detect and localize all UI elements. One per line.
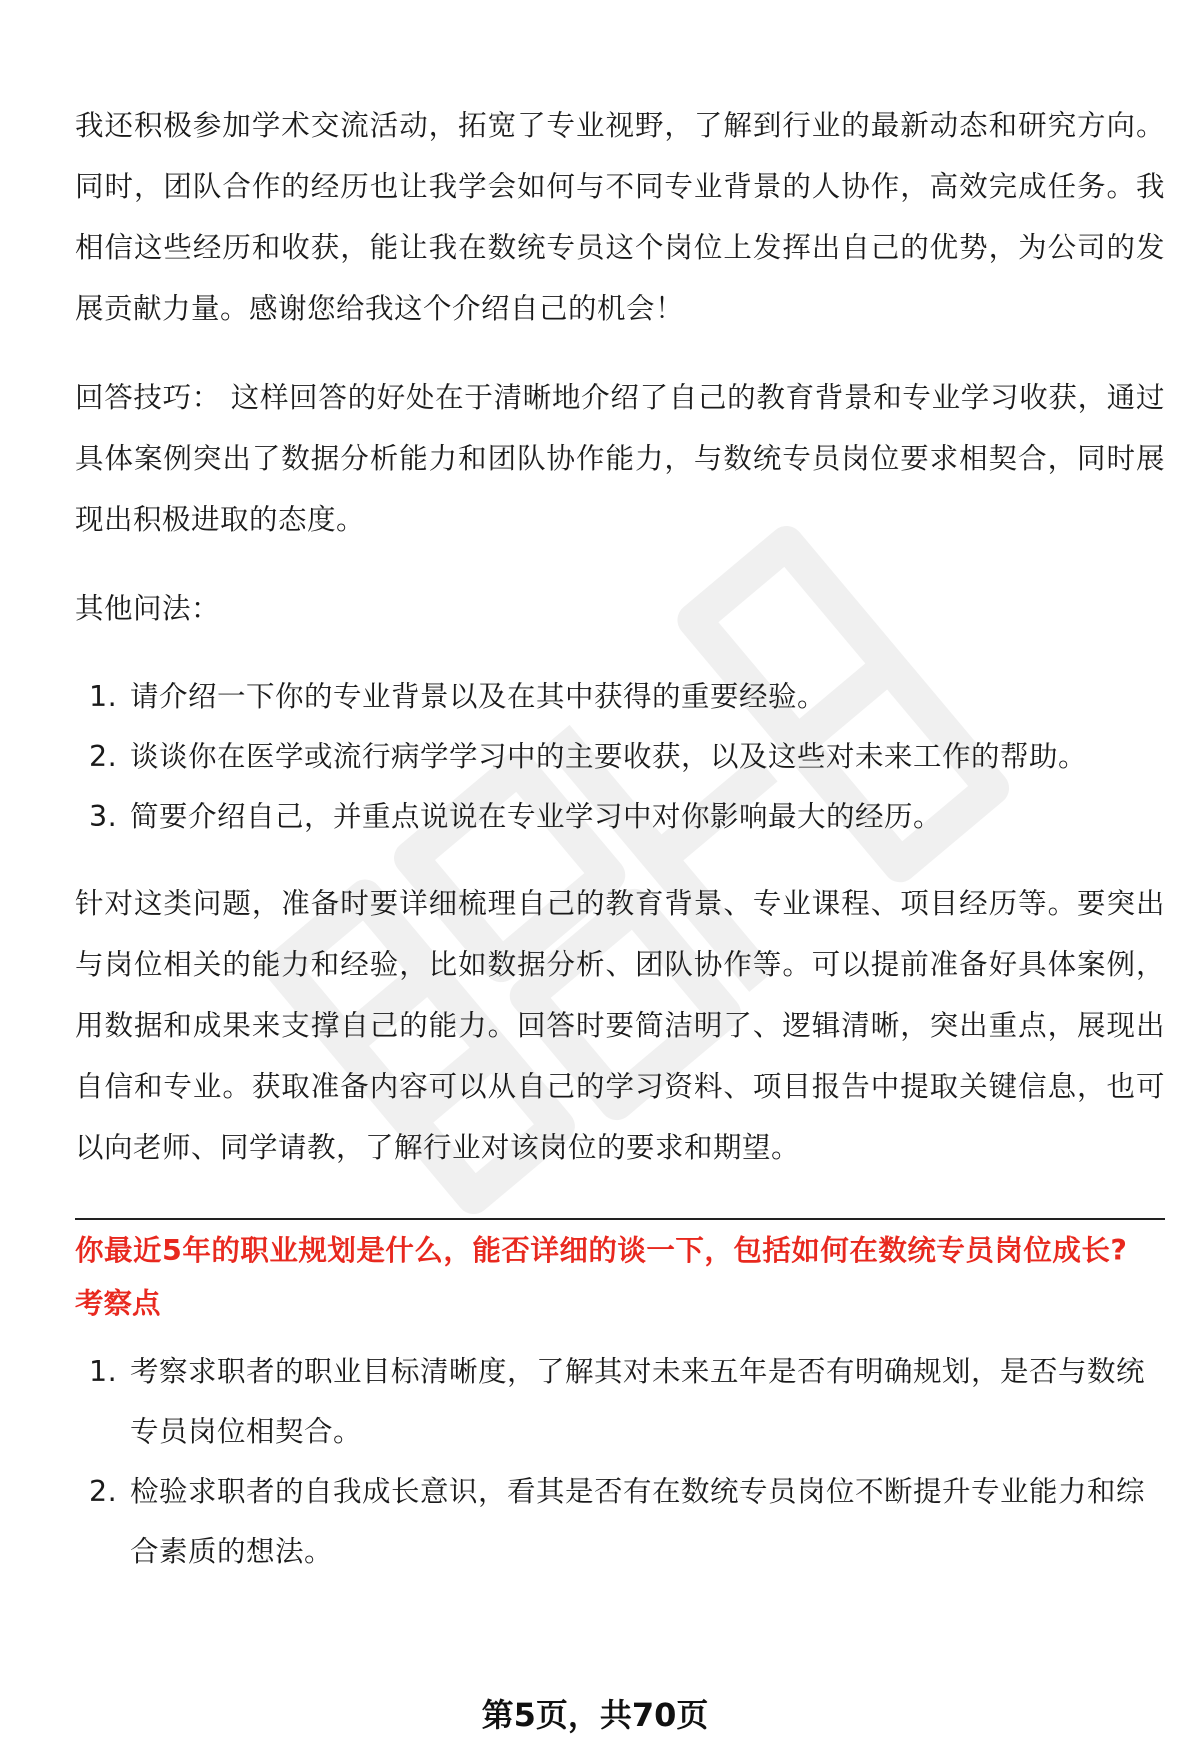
page-footer: 第5页，共70页 (481, 1696, 709, 1734)
list-number: 3. (89, 800, 118, 833)
main-content (75, 95, 1165, 1608)
list-number: 2. (89, 1475, 118, 1508)
list-text: 考察求职者的职业目标清晰度，了解其对未来五年是否有明确规划，是否与数统专员岗位相契合。 (130, 1355, 1146, 1448)
focus-label: 考察点 (75, 1287, 161, 1320)
question-heading: 你最近5年的职业规划是什么，能否详细的谈一下，包括如何在数统专员岗位成长? (75, 1234, 1128, 1267)
list-number: 2. (89, 740, 118, 773)
focus-points-list (75, 1342, 1165, 1582)
list-item (75, 787, 1165, 847)
other-ways-label: 其他问法： (75, 592, 221, 625)
intro-paragraph: 我还积极参加学术交流活动，拓宽了专业视野，了解到行业的最新动态和研究方向。同时，团队合作的经历也让我学会如何与不同专业背景的人协作，高效完成任务。我相信这些经历和收获，能让我在数统专员这个岗位上发挥出自己的优势，为公司的发展贡献力量。感谢您给我这个介绍自己的机会！ (75, 109, 1165, 325)
list-text: 谈谈你在医学或流行病学学习中的主要收获，以及这些对未来工作的帮助。 (130, 740, 1088, 773)
list-text: 请介绍一下你的专业背景以及在其中获得的重要经验。 (130, 680, 827, 713)
list-text: 简要介绍自己，并重点说说在专业学习中对你影响最大的经历。 (130, 800, 943, 833)
advice-paragraph: 针对这类问题，准备时要详细梳理自己的教育背景、专业课程、项目经历等。要突出与岗位相关的能力和经验，比如数据分析、团队协作等。可以提前准备好具体案例，用数据和成果来支撑自己的能力。回答时要简洁明了、逻辑清晰，突出重点，展现出自信和专业。获取准备内容可以从自己的学习资料、项目报告中提取关键信息，也可以向老师、同学请教，了解行业对该岗位的要求和期望。 (75, 887, 1165, 1164)
section-divider (75, 1218, 1165, 1220)
list-item (75, 667, 1165, 727)
list-number: 1. (89, 1355, 118, 1388)
tips-paragraph: 回答技巧： 这样回答的好处在于清晰地介绍了自己的教育背景和专业学习收获，通过具体案例突出了数据分析能力和团队协作能力，与数统专员岗位要求相契合，同时展现出积极进取的态度。 (75, 381, 1165, 536)
list-text: 检验求职者的自我成长意识，看其是否有在数统专员岗位不断提升专业能力和综合素质的想法。 (130, 1475, 1146, 1568)
other-ways-list (75, 667, 1165, 847)
list-number: 1. (89, 680, 118, 713)
list-item (75, 727, 1165, 787)
list-item (75, 1462, 1165, 1582)
list-item (75, 1342, 1165, 1462)
